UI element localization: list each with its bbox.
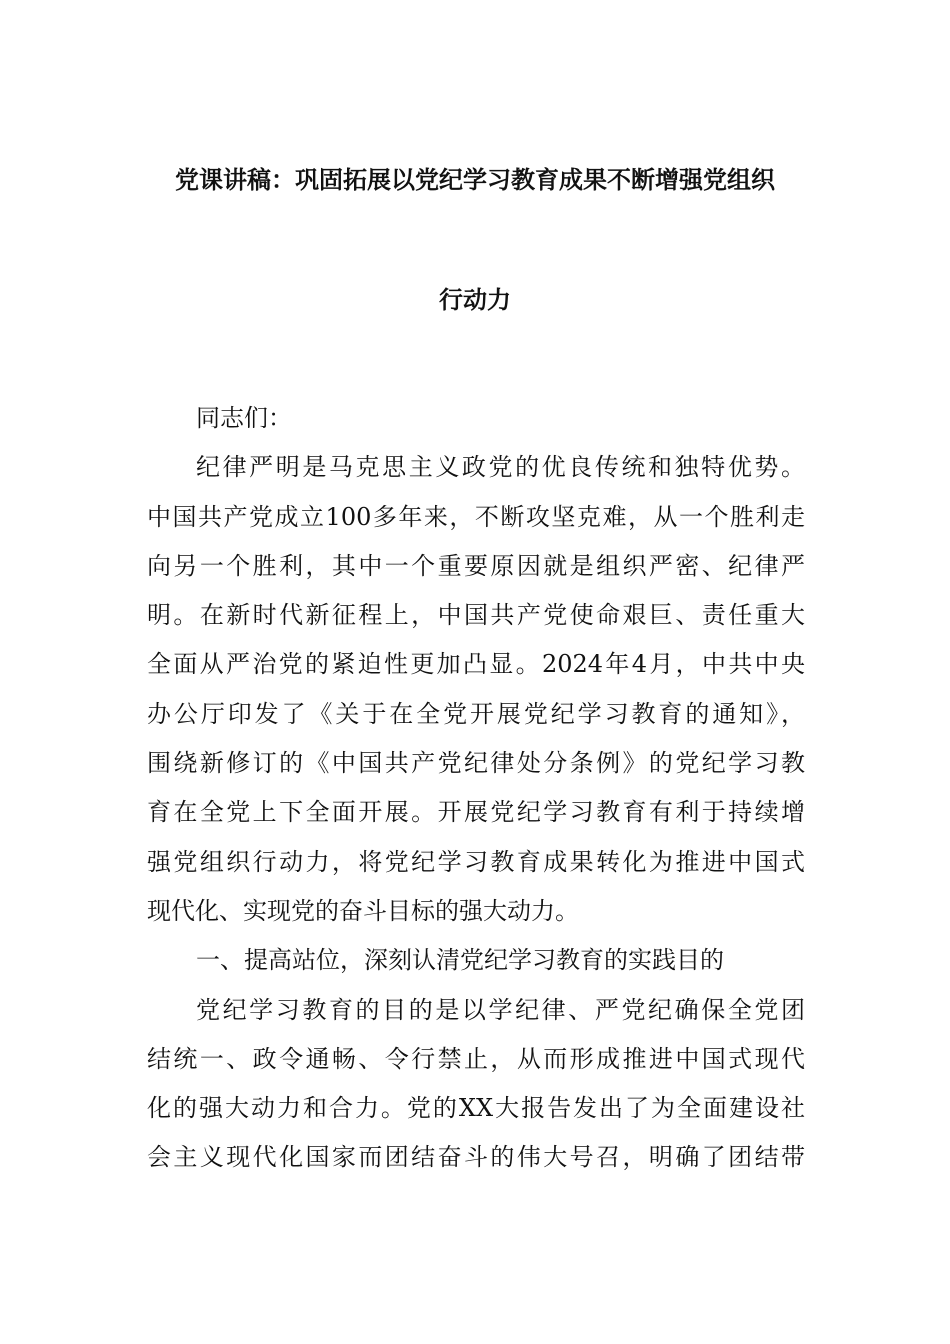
document-body <box>147 394 805 1183</box>
paragraph-line: 全面从严治党的紧迫性更加凸显。2024年4月，中共中央 <box>147 650 805 679</box>
paragraph-line: 中国共产党成立100多年来，不断攻坚克难，从一个胜利走 <box>147 502 805 531</box>
document-title-line-1: 党课讲稿：巩固拓展以党纪学习教育成果不断增强党组织 <box>175 166 775 194</box>
paragraph-line: 会主义现代化国家而团结奋斗的伟大号召，明确了团结带 <box>147 1143 805 1172</box>
paragraph-line: 现代化、实现党的奋斗目标的强大动力。 <box>147 896 579 925</box>
paragraph-line: 党纪学习教育的目的是以学纪律、严党纪确保全党团 <box>196 995 805 1024</box>
paragraph-line: 育在全党上下全面开展。开展党纪学习教育有利于持续增 <box>147 798 805 827</box>
document-title-line-2: 行动力 <box>439 286 511 314</box>
paragraph-line: 明。在新时代新征程上，中国共产党使命艰巨、责任重大 <box>147 601 805 630</box>
paragraph-line: 强党组织行动力，将党纪学习教育成果转化为推进中国式 <box>147 847 805 876</box>
paragraph-line: 化的强大动力和合力。党的XX大报告发出了为全面建设社 <box>147 1094 805 1123</box>
paragraph-line: 办公厅印发了《关于在全党开展党纪学习教育的通知》， <box>147 699 805 728</box>
salutation: 同志们： <box>196 404 292 432</box>
section-heading: 一、提高站位，深刻认清党纪学习教育的实践目的 <box>196 946 724 975</box>
paragraph-line: 纪律严明是马克思主义政党的优良传统和独特优势。 <box>196 453 805 482</box>
paragraph-line: 向另一个胜利，其中一个重要原因就是组织严密、纪律严 <box>147 551 805 580</box>
paragraph-line: 结统一、政令通畅、令行禁止，从而形成推进中国式现代 <box>147 1044 805 1073</box>
paragraph-line: 围绕新修订的《中国共产党纪律处分条例》的党纪学习教 <box>147 749 805 778</box>
